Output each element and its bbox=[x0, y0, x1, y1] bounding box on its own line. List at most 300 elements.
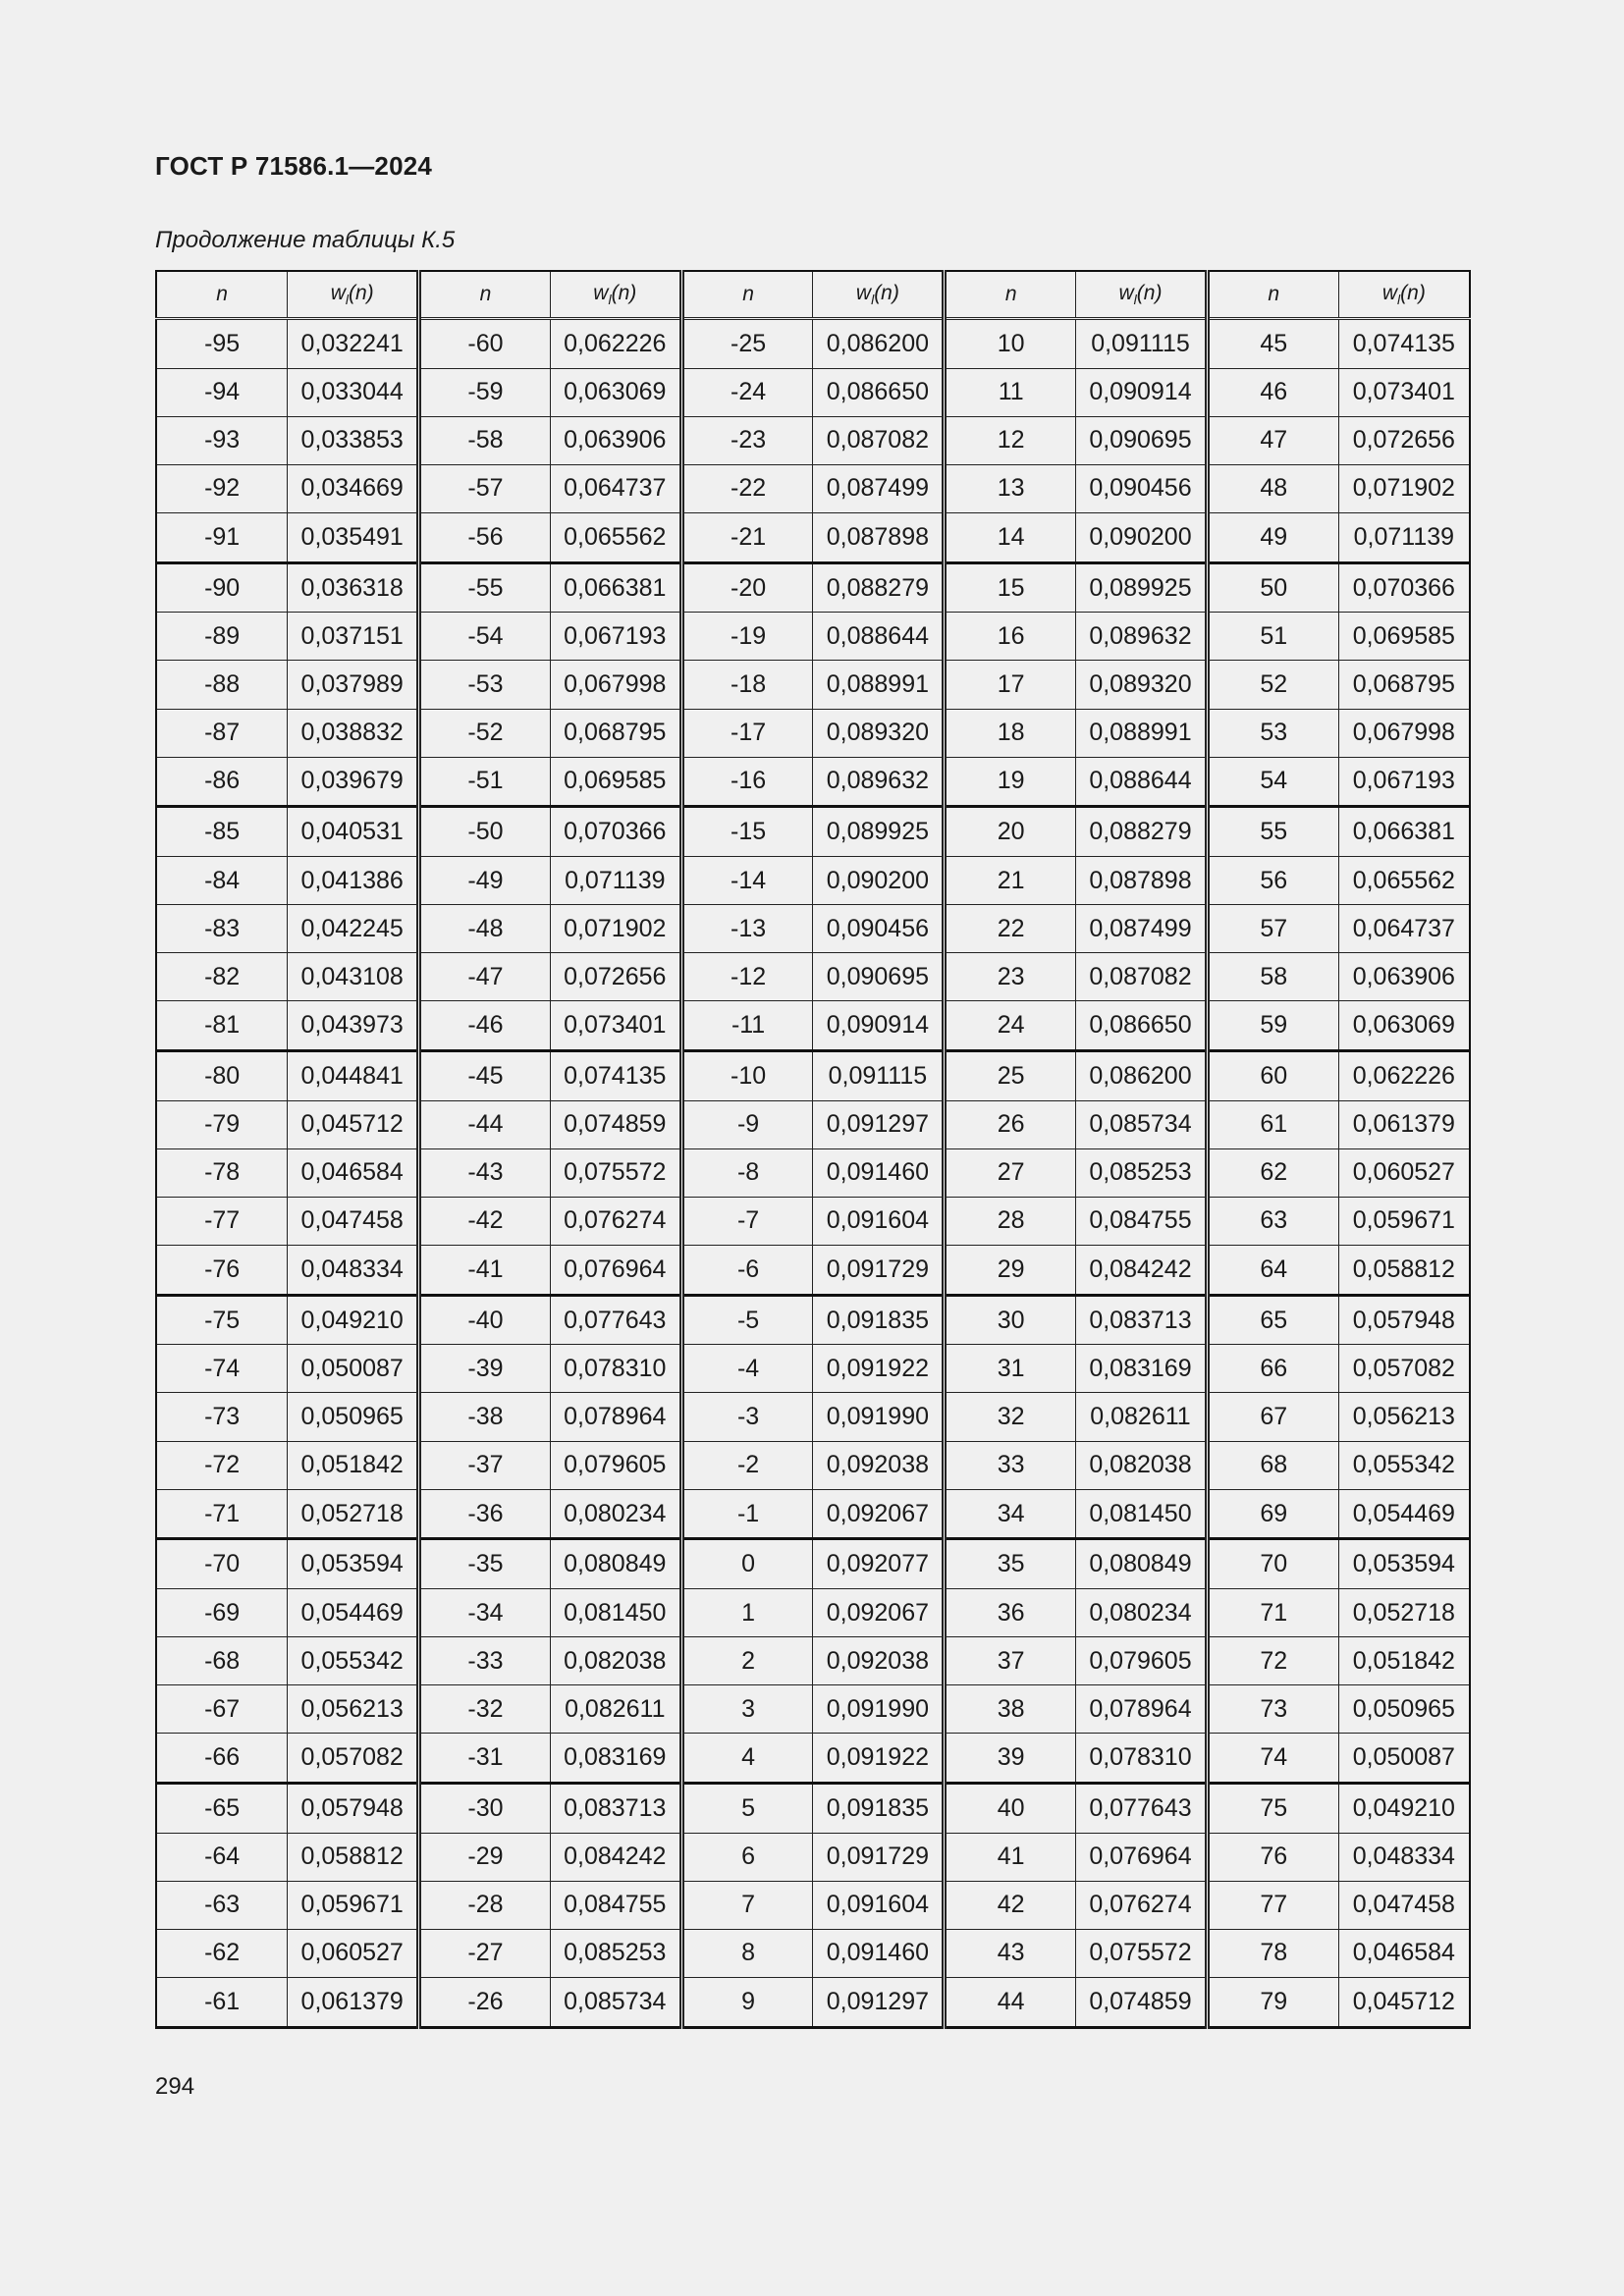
cell-n: 54 bbox=[1207, 757, 1338, 807]
cell-w: 0,050965 bbox=[1338, 1685, 1470, 1734]
cell-n: -73 bbox=[156, 1393, 288, 1441]
cell-n: 61 bbox=[1207, 1100, 1338, 1148]
table-row bbox=[156, 1441, 1470, 1489]
cell-n: -28 bbox=[419, 1881, 551, 1929]
cell-n: -63 bbox=[156, 1881, 288, 1929]
cell-n: -6 bbox=[681, 1245, 813, 1295]
cell-n: -72 bbox=[156, 1441, 288, 1489]
cell-n: -10 bbox=[681, 1051, 813, 1101]
cell-n: 63 bbox=[1207, 1197, 1338, 1245]
cell-w: 0,044841 bbox=[288, 1051, 419, 1101]
cell-n: -95 bbox=[156, 319, 288, 369]
column-header-w bbox=[1076, 271, 1208, 319]
cell-w: 0,057082 bbox=[1338, 1345, 1470, 1393]
cell-w: 0,090456 bbox=[1076, 464, 1208, 512]
cell-w: 0,059671 bbox=[288, 1881, 419, 1929]
cell-w: 0,066381 bbox=[1338, 807, 1470, 857]
table-row bbox=[156, 464, 1470, 512]
cell-w: 0,082038 bbox=[1076, 1441, 1208, 1489]
cell-n: 28 bbox=[945, 1197, 1076, 1245]
cell-w: 0,084242 bbox=[550, 1833, 681, 1881]
cell-w: 0,067998 bbox=[1338, 709, 1470, 757]
data-table bbox=[155, 270, 1471, 2029]
cell-w: 0,038832 bbox=[288, 709, 419, 757]
cell-w: 0,074859 bbox=[1076, 1977, 1208, 2027]
cell-w: 0,091990 bbox=[813, 1685, 945, 1734]
cell-w: 0,034669 bbox=[288, 464, 419, 512]
cell-n: -52 bbox=[419, 709, 551, 757]
cell-n: -71 bbox=[156, 1489, 288, 1539]
cell-n: -8 bbox=[681, 1148, 813, 1197]
cell-n: 18 bbox=[945, 709, 1076, 757]
cell-n: 13 bbox=[945, 464, 1076, 512]
cell-n: -80 bbox=[156, 1051, 288, 1101]
cell-n: 17 bbox=[945, 661, 1076, 709]
cell-w: 0,090456 bbox=[813, 905, 945, 953]
column-header-w bbox=[813, 271, 945, 319]
cell-n: -58 bbox=[419, 416, 551, 464]
cell-n: 16 bbox=[945, 613, 1076, 661]
column-header-w bbox=[288, 271, 419, 319]
cell-n: -92 bbox=[156, 464, 288, 512]
cell-w: 0,091297 bbox=[813, 1977, 945, 2027]
cell-n: -89 bbox=[156, 613, 288, 661]
cell-n: -33 bbox=[419, 1637, 551, 1685]
cell-w: 0,091729 bbox=[813, 1833, 945, 1881]
cell-n: 22 bbox=[945, 905, 1076, 953]
cell-n: 65 bbox=[1207, 1295, 1338, 1345]
cell-n: -75 bbox=[156, 1295, 288, 1345]
cell-n: -84 bbox=[156, 857, 288, 905]
page-number: 294 bbox=[155, 2073, 195, 2100]
cell-n: 1 bbox=[681, 1589, 813, 1637]
column-header-w-symbol: w bbox=[1118, 281, 1134, 304]
cell-n: -76 bbox=[156, 1245, 288, 1295]
cell-w: 0,051842 bbox=[288, 1441, 419, 1489]
cell-w: 0,082038 bbox=[550, 1637, 681, 1685]
cell-n: 71 bbox=[1207, 1589, 1338, 1637]
cell-w: 0,064737 bbox=[550, 464, 681, 512]
cell-n: -78 bbox=[156, 1148, 288, 1197]
cell-n: 24 bbox=[945, 1001, 1076, 1051]
table-container bbox=[155, 270, 1471, 2029]
cell-w: 0,066381 bbox=[550, 562, 681, 613]
cell-w: 0,076274 bbox=[550, 1197, 681, 1245]
cell-w: 0,067193 bbox=[1338, 757, 1470, 807]
cell-w: 0,091297 bbox=[813, 1100, 945, 1148]
cell-w: 0,091990 bbox=[813, 1393, 945, 1441]
cell-n: 31 bbox=[945, 1345, 1076, 1393]
cell-w: 0,085253 bbox=[550, 1929, 681, 1977]
cell-n: 62 bbox=[1207, 1148, 1338, 1197]
cell-w: 0,037151 bbox=[288, 613, 419, 661]
cell-n: -35 bbox=[419, 1539, 551, 1589]
cell-w: 0,063069 bbox=[1338, 1001, 1470, 1051]
table-body bbox=[156, 319, 1470, 2028]
cell-n: 41 bbox=[945, 1833, 1076, 1881]
cell-n: -16 bbox=[681, 757, 813, 807]
cell-w: 0,047458 bbox=[288, 1197, 419, 1245]
cell-w: 0,087082 bbox=[1076, 953, 1208, 1001]
table-row bbox=[156, 857, 1470, 905]
table-row bbox=[156, 1197, 1470, 1245]
table-row bbox=[156, 1393, 1470, 1441]
table-row bbox=[156, 1881, 1470, 1929]
cell-n: -11 bbox=[681, 1001, 813, 1051]
cell-w: 0,056213 bbox=[288, 1685, 419, 1734]
cell-w: 0,089632 bbox=[1076, 613, 1208, 661]
cell-n: -69 bbox=[156, 1589, 288, 1637]
cell-w: 0,061379 bbox=[1338, 1100, 1470, 1148]
cell-w: 0,091835 bbox=[813, 1295, 945, 1345]
cell-w: 0,089925 bbox=[1076, 562, 1208, 613]
cell-w: 0,082611 bbox=[1076, 1393, 1208, 1441]
table-row bbox=[156, 1148, 1470, 1197]
cell-n: -57 bbox=[419, 464, 551, 512]
cell-n: -70 bbox=[156, 1539, 288, 1589]
cell-w: 0,042245 bbox=[288, 905, 419, 953]
cell-n: -39 bbox=[419, 1345, 551, 1393]
header-row bbox=[156, 271, 1470, 319]
cell-n: -77 bbox=[156, 1197, 288, 1245]
table-row bbox=[156, 1245, 1470, 1295]
cell-n: 26 bbox=[945, 1100, 1076, 1148]
cell-w: 0,056213 bbox=[1338, 1393, 1470, 1441]
cell-n: 73 bbox=[1207, 1685, 1338, 1734]
cell-w: 0,091922 bbox=[813, 1345, 945, 1393]
cell-w: 0,067998 bbox=[550, 661, 681, 709]
column-header-n: n bbox=[1207, 271, 1338, 319]
cell-n: 5 bbox=[681, 1784, 813, 1834]
cell-n: -18 bbox=[681, 661, 813, 709]
table-head bbox=[156, 271, 1470, 319]
cell-n: 14 bbox=[945, 512, 1076, 562]
cell-w: 0,068795 bbox=[550, 709, 681, 757]
cell-w: 0,089320 bbox=[813, 709, 945, 757]
cell-n: 45 bbox=[1207, 319, 1338, 369]
cell-n: 40 bbox=[945, 1784, 1076, 1834]
table-row bbox=[156, 562, 1470, 613]
cell-w: 0,068795 bbox=[1338, 661, 1470, 709]
cell-n: 47 bbox=[1207, 416, 1338, 464]
cell-w: 0,049210 bbox=[1338, 1784, 1470, 1834]
cell-w: 0,071902 bbox=[550, 905, 681, 953]
cell-w: 0,082611 bbox=[550, 1685, 681, 1734]
cell-w: 0,057948 bbox=[1338, 1295, 1470, 1345]
cell-n: -21 bbox=[681, 512, 813, 562]
cell-n: 55 bbox=[1207, 807, 1338, 857]
cell-w: 0,033044 bbox=[288, 368, 419, 416]
cell-w: 0,063906 bbox=[550, 416, 681, 464]
cell-w: 0,080849 bbox=[1076, 1539, 1208, 1589]
cell-w: 0,089925 bbox=[813, 807, 945, 857]
cell-w: 0,050087 bbox=[288, 1345, 419, 1393]
cell-n: -88 bbox=[156, 661, 288, 709]
table-row bbox=[156, 1929, 1470, 1977]
cell-n: -19 bbox=[681, 613, 813, 661]
cell-n: 25 bbox=[945, 1051, 1076, 1101]
table-row bbox=[156, 1784, 1470, 1834]
cell-w: 0,085253 bbox=[1076, 1148, 1208, 1197]
cell-n: -31 bbox=[419, 1734, 551, 1784]
cell-n: 66 bbox=[1207, 1345, 1338, 1393]
cell-w: 0,091729 bbox=[813, 1245, 945, 1295]
cell-w: 0,088991 bbox=[813, 661, 945, 709]
cell-w: 0,032241 bbox=[288, 319, 419, 369]
cell-n: -25 bbox=[681, 319, 813, 369]
cell-n: -45 bbox=[419, 1051, 551, 1101]
cell-w: 0,076964 bbox=[550, 1245, 681, 1295]
cell-n: 8 bbox=[681, 1929, 813, 1977]
cell-w: 0,087499 bbox=[813, 464, 945, 512]
cell-w: 0,070366 bbox=[1338, 562, 1470, 613]
cell-n: -62 bbox=[156, 1929, 288, 1977]
cell-w: 0,092067 bbox=[813, 1489, 945, 1539]
cell-n: 27 bbox=[945, 1148, 1076, 1197]
cell-w: 0,086650 bbox=[813, 368, 945, 416]
table-row bbox=[156, 1637, 1470, 1685]
cell-w: 0,045712 bbox=[288, 1100, 419, 1148]
cell-n: 57 bbox=[1207, 905, 1338, 953]
table-row bbox=[156, 905, 1470, 953]
cell-n: -26 bbox=[419, 1977, 551, 2027]
cell-w: 0,092038 bbox=[813, 1637, 945, 1685]
table-row bbox=[156, 613, 1470, 661]
cell-w: 0,067193 bbox=[550, 613, 681, 661]
cell-n: -23 bbox=[681, 416, 813, 464]
cell-n: -67 bbox=[156, 1685, 288, 1734]
cell-n: -90 bbox=[156, 562, 288, 613]
column-header-w-argument: (n) bbox=[611, 281, 637, 304]
column-header-w-symbol: w bbox=[330, 281, 346, 304]
cell-n: 76 bbox=[1207, 1833, 1338, 1881]
cell-w: 0,074135 bbox=[550, 1051, 681, 1101]
cell-n: 75 bbox=[1207, 1784, 1338, 1834]
cell-n: 48 bbox=[1207, 464, 1338, 512]
cell-w: 0,083713 bbox=[550, 1784, 681, 1834]
cell-w: 0,091604 bbox=[813, 1881, 945, 1929]
cell-w: 0,081450 bbox=[550, 1589, 681, 1637]
cell-w: 0,041386 bbox=[288, 857, 419, 905]
cell-w: 0,053594 bbox=[288, 1539, 419, 1589]
column-header-w-argument: (n) bbox=[1400, 281, 1426, 304]
cell-n: 44 bbox=[945, 1977, 1076, 2027]
column-header-w-subscript: l bbox=[871, 292, 875, 308]
cell-w: 0,053594 bbox=[1338, 1539, 1470, 1589]
cell-w: 0,086650 bbox=[1076, 1001, 1208, 1051]
cell-n: 9 bbox=[681, 1977, 813, 2027]
cell-w: 0,073401 bbox=[550, 1001, 681, 1051]
cell-n: -22 bbox=[681, 464, 813, 512]
cell-n: -43 bbox=[419, 1148, 551, 1197]
cell-n: -5 bbox=[681, 1295, 813, 1345]
cell-w: 0,083169 bbox=[1076, 1345, 1208, 1393]
cell-w: 0,080234 bbox=[550, 1489, 681, 1539]
cell-w: 0,060527 bbox=[288, 1929, 419, 1977]
cell-w: 0,074135 bbox=[1338, 319, 1470, 369]
cell-n: -37 bbox=[419, 1441, 551, 1489]
cell-w: 0,078310 bbox=[1076, 1734, 1208, 1784]
cell-n: 49 bbox=[1207, 512, 1338, 562]
table-row bbox=[156, 709, 1470, 757]
cell-n: 42 bbox=[945, 1881, 1076, 1929]
cell-w: 0,048334 bbox=[288, 1245, 419, 1295]
cell-n: -48 bbox=[419, 905, 551, 953]
table-row bbox=[156, 953, 1470, 1001]
cell-n: -91 bbox=[156, 512, 288, 562]
cell-w: 0,088644 bbox=[813, 613, 945, 661]
cell-n: 69 bbox=[1207, 1489, 1338, 1539]
column-header-w-subscript: l bbox=[608, 292, 612, 308]
cell-w: 0,088644 bbox=[1076, 757, 1208, 807]
cell-n: 39 bbox=[945, 1734, 1076, 1784]
cell-w: 0,088991 bbox=[1076, 709, 1208, 757]
column-header-w bbox=[1338, 271, 1470, 319]
cell-w: 0,092038 bbox=[813, 1441, 945, 1489]
column-header-w bbox=[550, 271, 681, 319]
cell-n: -54 bbox=[419, 613, 551, 661]
cell-w: 0,071902 bbox=[1338, 464, 1470, 512]
cell-w: 0,061379 bbox=[288, 1977, 419, 2027]
cell-n: -50 bbox=[419, 807, 551, 857]
column-header-n: n bbox=[945, 271, 1076, 319]
cell-w: 0,057948 bbox=[288, 1784, 419, 1834]
cell-n: -9 bbox=[681, 1100, 813, 1148]
cell-w: 0,071139 bbox=[550, 857, 681, 905]
cell-n: 34 bbox=[945, 1489, 1076, 1539]
cell-n: -34 bbox=[419, 1589, 551, 1637]
cell-w: 0,046584 bbox=[288, 1148, 419, 1197]
cell-w: 0,092067 bbox=[813, 1589, 945, 1637]
cell-w: 0,050087 bbox=[1338, 1734, 1470, 1784]
cell-n: -53 bbox=[419, 661, 551, 709]
table-row bbox=[156, 1539, 1470, 1589]
table-row bbox=[156, 416, 1470, 464]
cell-n: -24 bbox=[681, 368, 813, 416]
table-row bbox=[156, 1100, 1470, 1148]
column-header-w-symbol: w bbox=[1381, 281, 1398, 304]
cell-n: 77 bbox=[1207, 1881, 1338, 1929]
cell-w: 0,077643 bbox=[550, 1295, 681, 1345]
cell-n: 0 bbox=[681, 1539, 813, 1589]
cell-n: -79 bbox=[156, 1100, 288, 1148]
table-row bbox=[156, 368, 1470, 416]
cell-n: -82 bbox=[156, 953, 288, 1001]
cell-w: 0,058812 bbox=[1338, 1245, 1470, 1295]
document-header: ГОСТ Р 71586.1—2024 bbox=[155, 151, 433, 181]
cell-w: 0,088279 bbox=[1076, 807, 1208, 857]
cell-w: 0,062226 bbox=[1338, 1051, 1470, 1101]
cell-w: 0,046584 bbox=[1338, 1929, 1470, 1977]
cell-n: -66 bbox=[156, 1734, 288, 1784]
cell-n: -41 bbox=[419, 1245, 551, 1295]
cell-n: 30 bbox=[945, 1295, 1076, 1345]
cell-w: 0,055342 bbox=[288, 1637, 419, 1685]
cell-n: -60 bbox=[419, 319, 551, 369]
cell-n: 46 bbox=[1207, 368, 1338, 416]
cell-n: 19 bbox=[945, 757, 1076, 807]
cell-w: 0,084242 bbox=[1076, 1245, 1208, 1295]
table-row bbox=[156, 1734, 1470, 1784]
cell-n: 29 bbox=[945, 1245, 1076, 1295]
cell-w: 0,065562 bbox=[550, 512, 681, 562]
cell-n: -64 bbox=[156, 1833, 288, 1881]
cell-w: 0,087082 bbox=[813, 416, 945, 464]
cell-w: 0,087499 bbox=[1076, 905, 1208, 953]
column-header-n: n bbox=[419, 271, 551, 319]
cell-n: 4 bbox=[681, 1734, 813, 1784]
column-header-w-subscript: l bbox=[1133, 292, 1137, 308]
cell-w: 0,084755 bbox=[1076, 1197, 1208, 1245]
cell-n: 68 bbox=[1207, 1441, 1338, 1489]
cell-w: 0,083169 bbox=[550, 1734, 681, 1784]
cell-n: 52 bbox=[1207, 661, 1338, 709]
cell-w: 0,091835 bbox=[813, 1784, 945, 1834]
cell-w: 0,070366 bbox=[550, 807, 681, 857]
cell-n: -56 bbox=[419, 512, 551, 562]
cell-w: 0,090200 bbox=[813, 857, 945, 905]
cell-n: -65 bbox=[156, 1784, 288, 1834]
cell-n: -20 bbox=[681, 562, 813, 613]
cell-n: 35 bbox=[945, 1539, 1076, 1589]
cell-n: -2 bbox=[681, 1441, 813, 1489]
cell-n: -61 bbox=[156, 1977, 288, 2027]
column-header-w-symbol: w bbox=[855, 281, 872, 304]
cell-w: 0,075572 bbox=[550, 1148, 681, 1197]
cell-n: -81 bbox=[156, 1001, 288, 1051]
cell-n: -27 bbox=[419, 1929, 551, 1977]
cell-n: 56 bbox=[1207, 857, 1338, 905]
table-row bbox=[156, 1001, 1470, 1051]
table-row bbox=[156, 512, 1470, 562]
cell-w: 0,055342 bbox=[1338, 1441, 1470, 1489]
cell-w: 0,049210 bbox=[288, 1295, 419, 1345]
cell-n: 2 bbox=[681, 1637, 813, 1685]
table-row bbox=[156, 1051, 1470, 1101]
table-row bbox=[156, 661, 1470, 709]
cell-w: 0,091922 bbox=[813, 1734, 945, 1784]
column-header-w-subscript: l bbox=[1397, 292, 1401, 308]
table-row bbox=[156, 1685, 1470, 1734]
cell-w: 0,079605 bbox=[1076, 1637, 1208, 1685]
cell-w: 0,071139 bbox=[1338, 512, 1470, 562]
cell-w: 0,086200 bbox=[1076, 1051, 1208, 1101]
cell-w: 0,090200 bbox=[1076, 512, 1208, 562]
cell-w: 0,078964 bbox=[550, 1393, 681, 1441]
cell-n: 78 bbox=[1207, 1929, 1338, 1977]
table-row bbox=[156, 807, 1470, 857]
column-header-w-symbol: w bbox=[593, 281, 609, 304]
cell-w: 0,052718 bbox=[288, 1489, 419, 1539]
table-row bbox=[156, 1589, 1470, 1637]
table-caption: Продолжение таблицы К.5 bbox=[155, 227, 456, 253]
cell-w: 0,073401 bbox=[1338, 368, 1470, 416]
cell-w: 0,085734 bbox=[550, 1977, 681, 2027]
cell-w: 0,057082 bbox=[288, 1734, 419, 1784]
column-header-n: n bbox=[156, 271, 288, 319]
cell-n: -13 bbox=[681, 905, 813, 953]
table-row bbox=[156, 1489, 1470, 1539]
column-header-w-argument: (n) bbox=[1136, 281, 1163, 304]
cell-w: 0,077643 bbox=[1076, 1784, 1208, 1834]
cell-w: 0,090914 bbox=[1076, 368, 1208, 416]
cell-n: -74 bbox=[156, 1345, 288, 1393]
cell-w: 0,043108 bbox=[288, 953, 419, 1001]
cell-w: 0,078964 bbox=[1076, 1685, 1208, 1734]
table-row bbox=[156, 1295, 1470, 1345]
cell-w: 0,081450 bbox=[1076, 1489, 1208, 1539]
cell-n: 67 bbox=[1207, 1393, 1338, 1441]
